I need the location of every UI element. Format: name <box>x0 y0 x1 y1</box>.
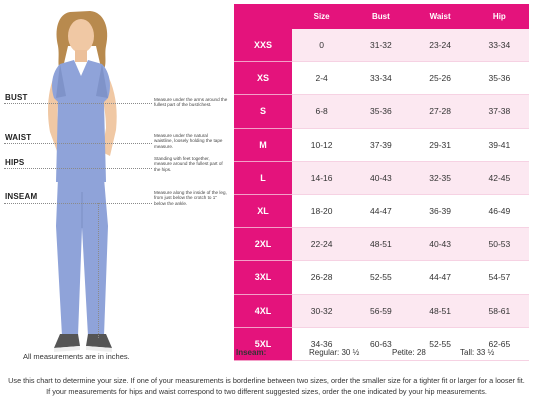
header-hip: Hip <box>492 12 506 21</box>
bust-value: 44-47 <box>351 195 410 228</box>
inseam-petite: Petite: 28 <box>392 348 426 357</box>
bust-note: Measure under the arms around the fullest part of the bust/chest. <box>154 97 228 108</box>
hip-value: 39-41 <box>470 129 529 162</box>
header-waist: Waist <box>429 12 451 21</box>
hip-value: 33-34 <box>470 29 529 62</box>
bust-guide-line <box>4 103 152 104</box>
bust-value: 60-63 <box>351 328 410 361</box>
hip-value: 46-49 <box>470 195 529 228</box>
size-label: 4XL <box>234 295 292 328</box>
header-corner <box>234 4 292 29</box>
size-label: M <box>234 129 292 162</box>
size-number: 26-28 <box>292 261 351 294</box>
bust-value: 48-51 <box>351 228 410 261</box>
waist-note: Measure under the natural waistline, loosely holding the tape measure. <box>154 133 223 149</box>
hips-label: HIPS <box>5 158 25 167</box>
table-row <box>234 228 529 261</box>
footer-instructions <box>4 375 529 397</box>
size-label: 3XL <box>234 261 292 294</box>
size-label: XL <box>234 195 292 228</box>
table-row <box>234 261 529 294</box>
model-figure <box>18 6 146 354</box>
footer-line-2: If your measurements for hips and waist correspond to two different suggested sizes, order the one indicated by your hip measurements. <box>46 387 487 396</box>
size-number: 6-8 <box>292 95 351 128</box>
hip-value: 42-45 <box>470 162 529 195</box>
waist-value: 44-47 <box>411 261 470 294</box>
size-number: 30-32 <box>292 295 351 328</box>
table-row <box>234 29 529 62</box>
bust-value: 35-36 <box>351 95 410 128</box>
bust-value: 31-32 <box>351 29 410 62</box>
size-label: 2XL <box>234 228 292 261</box>
inseam-info <box>234 346 529 360</box>
size-label: XXS <box>234 29 292 62</box>
hip-value: 54-57 <box>470 261 529 294</box>
size-number: 34-36 <box>292 328 351 361</box>
waist-label: WAIST <box>5 133 32 142</box>
size-label: XS <box>234 62 292 95</box>
hip-value: 35-36 <box>470 62 529 95</box>
inseam-vertical-line <box>98 203 99 338</box>
table-row <box>234 62 529 95</box>
waist-value: 29-31 <box>411 129 470 162</box>
hip-value: 62-65 <box>470 328 529 361</box>
header-size: Size <box>313 12 330 21</box>
header-bust: Bust <box>371 12 390 21</box>
size-label: 5XL <box>234 328 292 361</box>
size-number: 0 <box>292 29 351 62</box>
hips-guide-line <box>4 168 152 169</box>
hip-value: 50-53 <box>470 228 529 261</box>
table-row <box>234 129 529 162</box>
hip-value: 58-61 <box>470 295 529 328</box>
table-header <box>234 4 529 29</box>
inseam-label: INSEAM <box>5 192 38 201</box>
waist-value: 32-35 <box>411 162 470 195</box>
bust-label: BUST <box>5 93 28 102</box>
inseam-note: Measure along the inside of the leg, from just below the crotch to 1" below the ankle. <box>154 190 227 206</box>
table-row <box>234 195 529 228</box>
size-number: 18-20 <box>292 195 351 228</box>
waist-guide-line <box>4 143 152 144</box>
hip-value: 37-38 <box>470 95 529 128</box>
footer-line-1: Use this chart to determine your size. If one of your measurements is borderline between two sizes, order the smaller size for a tighter fit or larger for a looser fit. <box>8 376 525 385</box>
table-row <box>234 295 529 328</box>
waist-value: 27-28 <box>411 95 470 128</box>
size-number: 2-4 <box>292 62 351 95</box>
waist-value: 52-55 <box>411 328 470 361</box>
size-chart-table <box>234 4 529 361</box>
table-row <box>234 162 529 195</box>
inseam-regular: Regular: 30 ½ <box>309 348 360 357</box>
waist-value: 36-39 <box>411 195 470 228</box>
measurement-guide <box>0 0 230 366</box>
units-note: All measurements are in inches. <box>23 352 130 361</box>
inseam-guide-line <box>4 203 152 204</box>
size-label: S <box>234 95 292 128</box>
size-number: 10-12 <box>292 129 351 162</box>
size-number: 14-16 <box>292 162 351 195</box>
hips-note: Standing with feet together, measure around the fullest part of the hips. <box>154 156 223 172</box>
waist-value: 23-24 <box>411 29 470 62</box>
bust-value: 33-34 <box>351 62 410 95</box>
waist-value: 40-43 <box>411 228 470 261</box>
waist-value: 48-51 <box>411 295 470 328</box>
bust-value: 56-59 <box>351 295 410 328</box>
size-number: 22-24 <box>292 228 351 261</box>
size-label: L <box>234 162 292 195</box>
inseam-tall: Tall: 33 ½ <box>460 348 495 357</box>
waist-value: 25-26 <box>411 62 470 95</box>
bust-value: 37-39 <box>351 129 410 162</box>
bust-value: 52-55 <box>351 261 410 294</box>
inseam-title: Inseam: <box>236 348 267 357</box>
bust-value: 40-43 <box>351 162 410 195</box>
table-row <box>234 95 529 128</box>
